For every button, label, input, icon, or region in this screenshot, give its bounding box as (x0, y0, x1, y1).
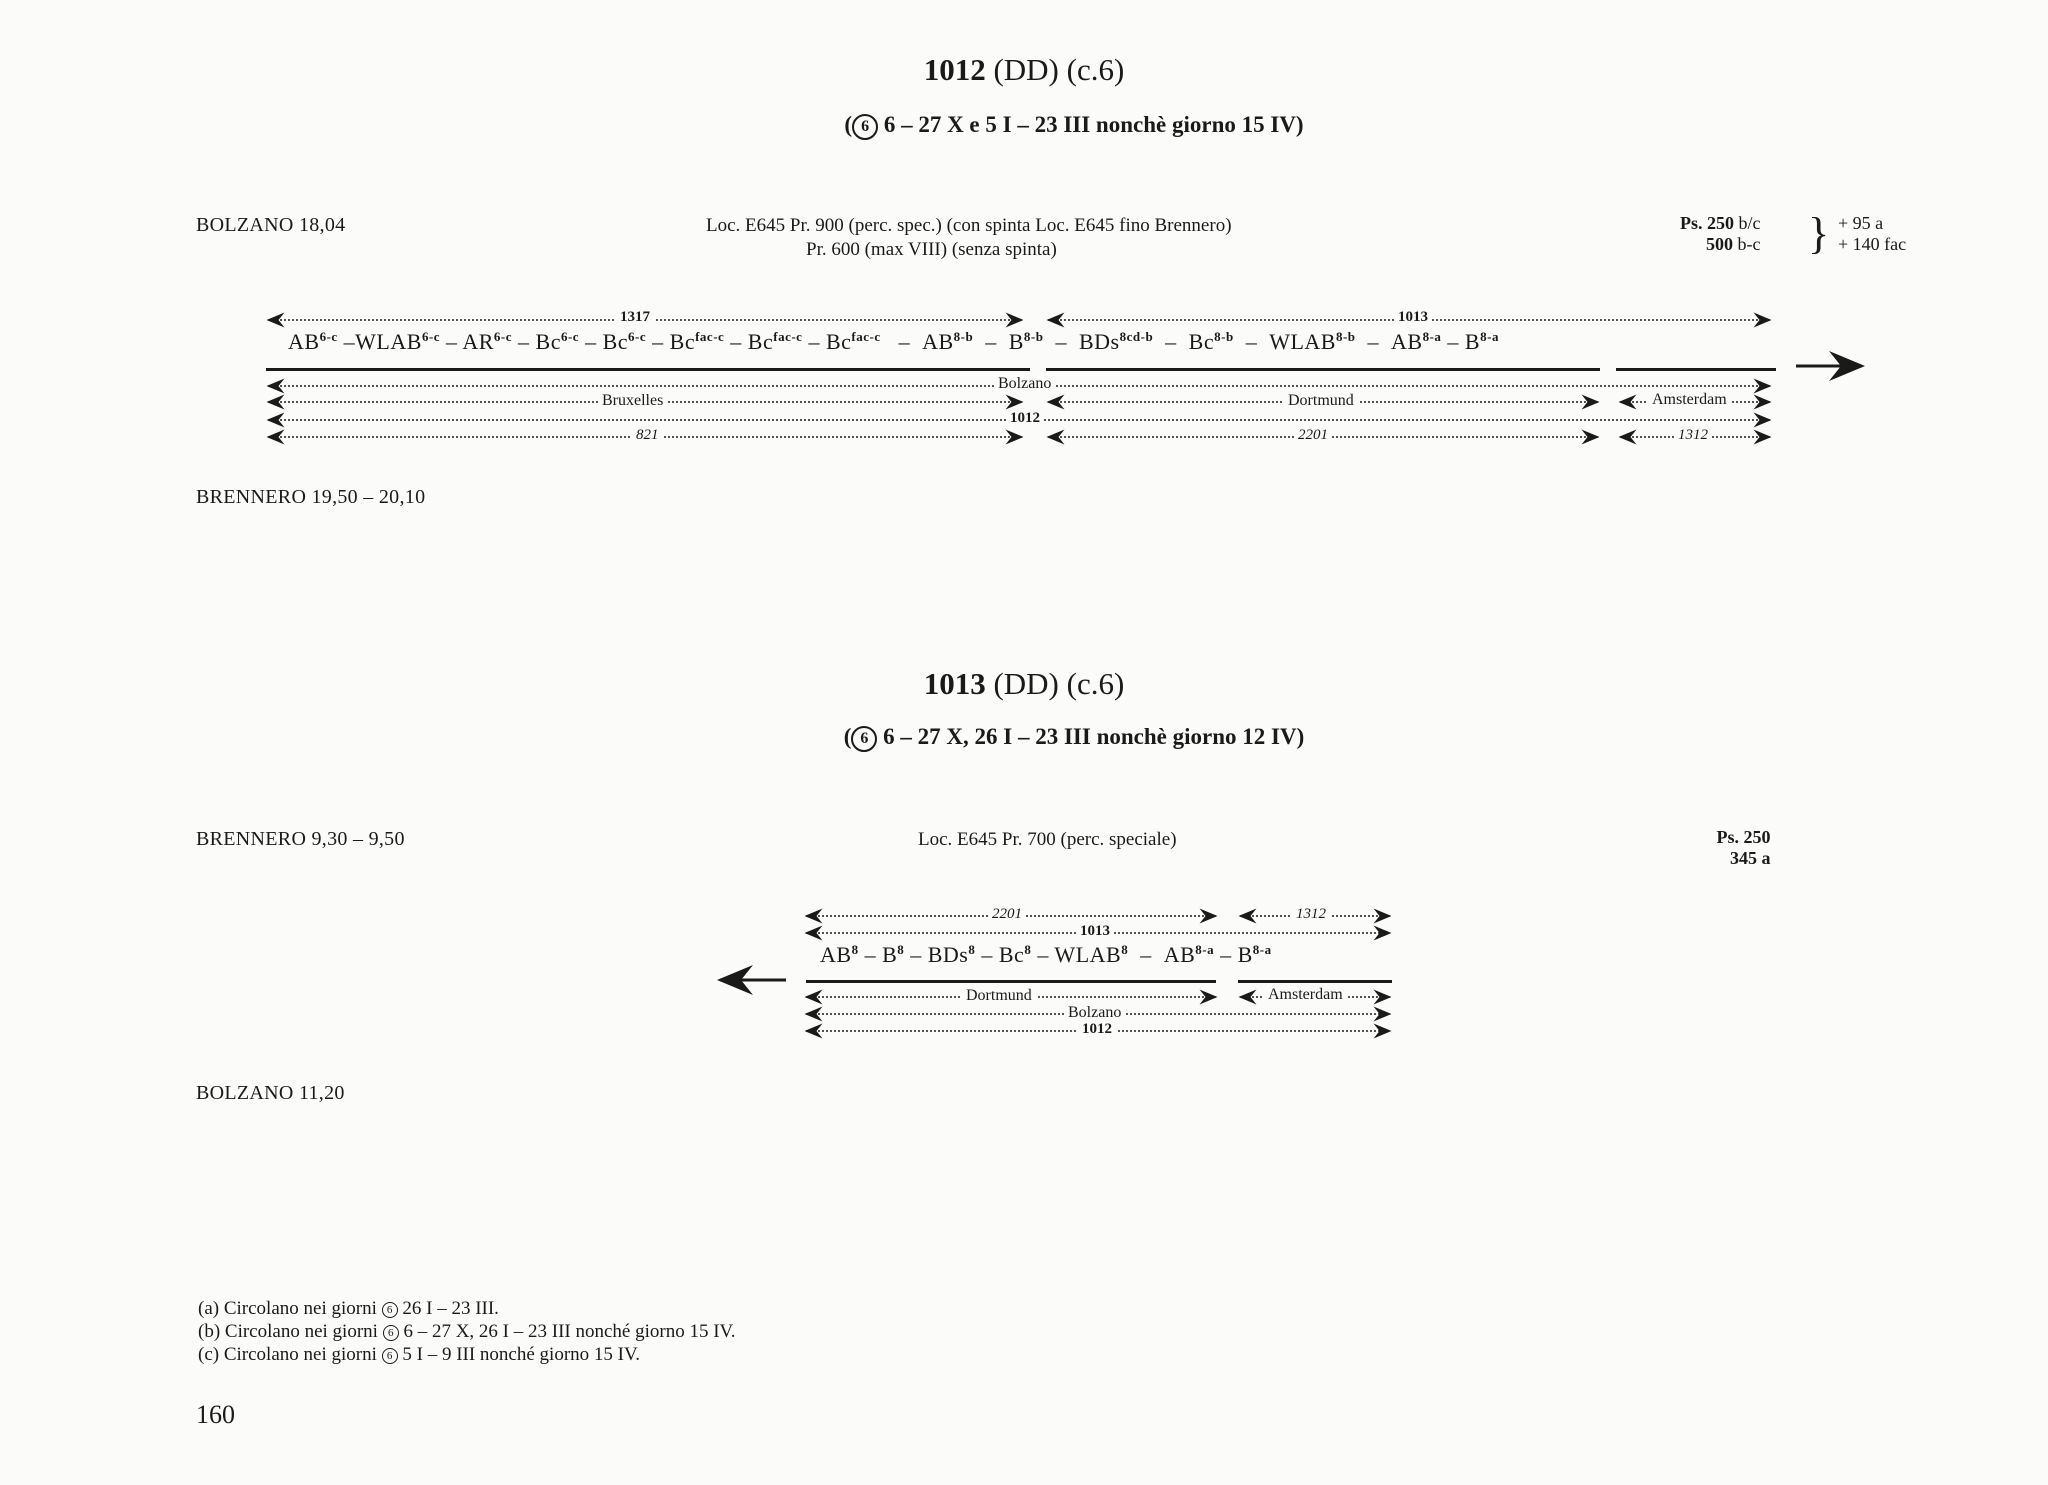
label-1013: 1013 (1076, 923, 1114, 940)
label-dortmund: Dortmund (962, 987, 1036, 1005)
label-2201: 2201 (1294, 427, 1332, 444)
day-circle-icon: 6 (851, 726, 877, 752)
train-class: (c.6) (1066, 666, 1125, 701)
weight-block: Ps. 250 b/c 500 b-c (1680, 213, 1761, 254)
label-1312: 1312 (1292, 906, 1330, 923)
brace-icon: } (1808, 209, 1830, 258)
composition-1012: AB$^{6-c}$ –WLAB$^{6-c}$ – $AR^{6-c} - Bc^{6-c} - Bc^{6-c} - Bc^{fac-c} - Bc^{fac-c} - Bc^{fac-c} - AB^{8-b} - B^{8-b} - BDs^{8cd-b} - Bc^{8-b}$ – WLAB$^{8-b}$ – $AB^{8-a} - B^{8-a}$ (288, 329, 1499, 354)
page-number: 160 (196, 1400, 235, 1429)
loco-line-1: Loc. E645 Pr. 700 (perc. speciale) (918, 829, 1177, 850)
label-bruxelles: Bruxelles (598, 392, 667, 410)
label-821: 821 (632, 427, 663, 444)
train-number: 1012 (923, 52, 986, 87)
train-class: (c.6) (1066, 52, 1125, 87)
loco-line-2: Pr. 600 (max VIII) (senza spinta) (806, 239, 1057, 260)
label-dortmund: Dortmund (1284, 392, 1358, 410)
days-text: 6 – 27 X, 26 I – 23 III nonchè giorno 12 IV) (883, 724, 1305, 749)
origin-station: BRENNERO 9,30 – 9,50 (196, 828, 405, 850)
label-bolzano: Bolzano (994, 375, 1055, 393)
day-circle-icon: 6 (382, 1302, 398, 1318)
label-1013: 1013 (1394, 309, 1432, 326)
day-circle-icon: 6 (382, 1348, 398, 1364)
label-1012: 1012 (1006, 410, 1044, 427)
train-type: (DD) (993, 666, 1059, 701)
label-amsterdam: Amsterdam (1648, 391, 1731, 409)
footnote-a: (a) Circolano nei giorni 6 26 I – 23 III. (198, 1298, 499, 1319)
label-bolzano: Bolzano (1064, 1004, 1125, 1022)
footnotes (198, 1297, 736, 1366)
label-amsterdam: Amsterdam (1264, 986, 1347, 1004)
destination-station: BOLZANO 11,20 (196, 1082, 345, 1104)
day-circle-icon: 6 (383, 1325, 399, 1341)
weight-additions: + 95 a + 140 fac (1838, 213, 1907, 254)
label-1317: 1317 (616, 309, 654, 326)
footnote-b: (b) Circolano nei giorni 6 6 – 27 X, 26 I – 23 III nonché giorno 15 IV. (198, 1321, 736, 1342)
label-2201: 2201 (988, 906, 1026, 923)
label-1312: 1312 (1674, 427, 1712, 444)
destination-station: BRENNERO 19,50 – 20,10 (196, 486, 426, 508)
weight-block: Ps. 250 345 a (1716, 827, 1771, 868)
composition-1013: $AB^8 - B^8 - BDs^8 - Bc^8$ – WLAB$^8$ – $AB^{8-a} - B^{8-a}$ (820, 942, 1272, 967)
train-1013-days: ( 6 6 – 27 X, 26 I – 23 III nonchè giorno 12 IV) (624, 724, 1524, 752)
train-1012-days: ( 6 6 – 27 X e 5 I – 23 III nonchè giorno 15 IV) (624, 112, 1524, 140)
train-number: 1013 (923, 666, 986, 701)
day-circle-icon: 6 (852, 114, 878, 140)
days-text: 6 – 27 X e 5 I – 23 III nonchè giorno 15 IV) (883, 112, 1304, 137)
origin-station: BOLZANO 18,04 (196, 214, 346, 236)
loco-line-1: Loc. E645 Pr. 900 (perc. spec.) (con spinta Loc. E645 fino Brennero) (706, 215, 1232, 236)
label-1012: 1012 (1078, 1021, 1116, 1038)
train-type: (DD) (993, 52, 1059, 87)
footnote-c: (c) Circolano nei giorni 6 5 I – 9 III nonché giorno 15 IV. (198, 1344, 641, 1365)
